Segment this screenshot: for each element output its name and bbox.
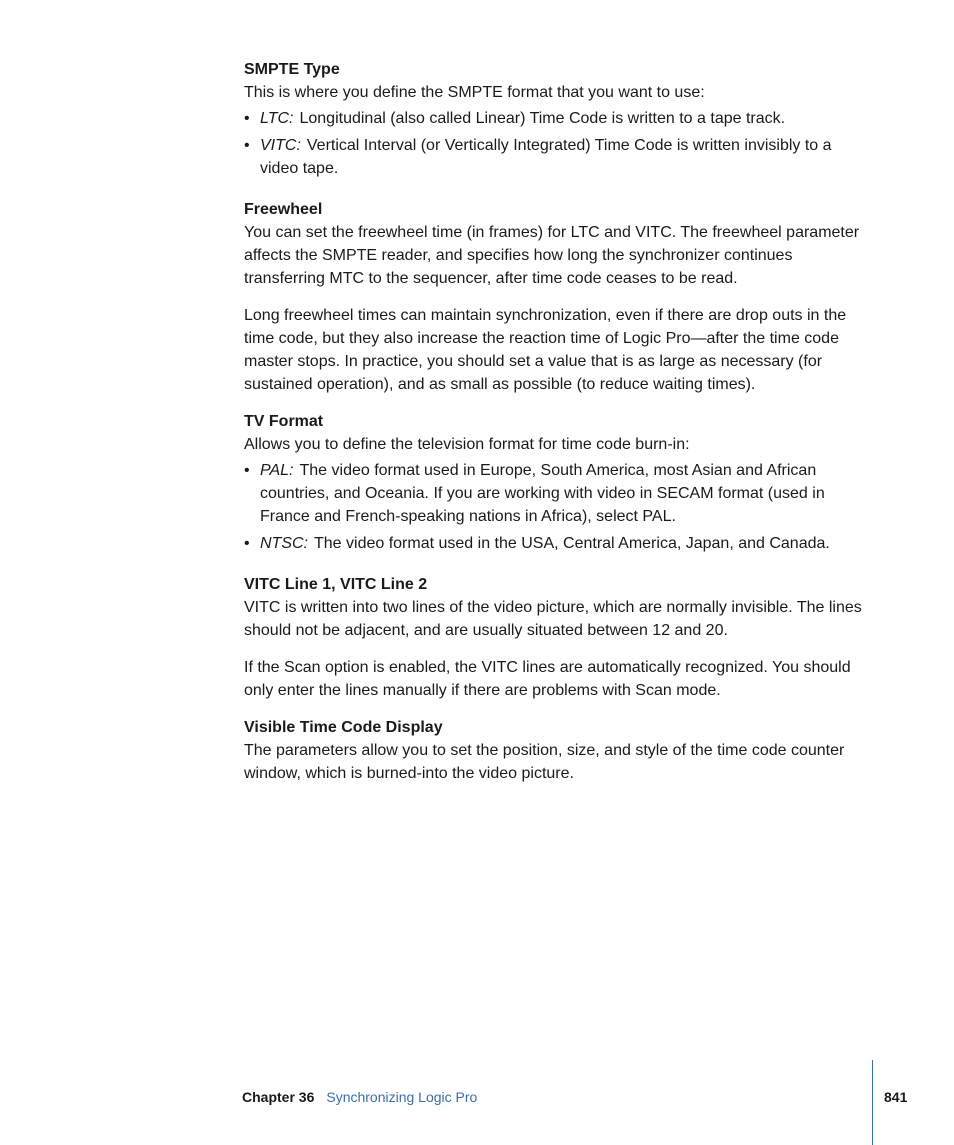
visible-time-code-paragraph: The parameters allow you to set the position, size, and style of the time code counter window, which is burned-into the video picture. <box>244 742 845 782</box>
smpte-intro: This is where you define the SMPTE format that you want to use: <box>244 84 705 101</box>
item-text: Longitudinal (also called Linear) Time Code is written to a tape track. <box>299 110 786 127</box>
freewheel-paragraph-1: You can set the freewheel time (in frames) for LTC and VITC. The freewheel parameter affects the SMPTE reader, and specifies how long the synchronizer continues transferring MTC to the sequencer, after time code ceases to be read. <box>244 224 860 287</box>
chapter-label: Chapter 36 <box>242 1089 315 1105</box>
vitc-line-paragraph-1: VITC is written into two lines of the video picture, which are normally invisible. The lines should not be adjacent, and are usually situated between 12 and 20. <box>244 599 862 639</box>
term-ntsc: NTSC: <box>260 535 308 552</box>
tv-format-list <box>244 459 874 555</box>
item-text: Vertical Interval (or Vertically Integrated) Time Code is written invisibly to a video tape. <box>260 137 832 177</box>
bullet-glyph: • <box>244 535 250 552</box>
smpte-list <box>244 107 874 180</box>
heading-vitc-line: VITC Line 1, VITC Line 2 <box>244 576 428 593</box>
term-pal: PAL: <box>260 462 294 479</box>
heading-freewheel: Freewheel <box>244 201 323 218</box>
list-item <box>244 532 874 555</box>
term-ltc: LTC: <box>260 110 294 127</box>
heading-smpte-type: SMPTE Type <box>244 61 340 78</box>
item-text: The video format used in Europe, South America, most Asian and African countries, and Oceania. If you are working with video in SECAM format (used in France and French-speaking nations in Africa), select PAL. <box>260 462 825 525</box>
heading-tv-format: TV Format <box>244 413 324 430</box>
list-item <box>244 107 874 130</box>
freewheel-paragraph-2: Long freewheel times can maintain synchronization, even if there are drop outs in the time code, but they also increase the reaction time of Logic Pro—after the time code master stops. In practice, you should set a value that is as large as necessary (for sustained operation), and as small as possible (to reduce waiting times). <box>244 307 847 393</box>
bullet-glyph: • <box>244 137 250 154</box>
page-content <box>244 58 874 785</box>
list-item <box>244 459 874 528</box>
list-item <box>244 134 874 180</box>
page-number: 841 <box>884 1089 908 1105</box>
term-vitc: VITC: <box>260 137 301 154</box>
bullet-glyph: • <box>244 462 250 479</box>
footer-divider <box>872 1060 873 1145</box>
heading-visible-time-code: Visible Time Code Display <box>244 719 443 736</box>
bullet-glyph: • <box>244 110 250 127</box>
page-footer <box>242 1087 477 1107</box>
chapter-title: Synchronizing Logic Pro <box>326 1089 478 1105</box>
vitc-line-paragraph-2: If the Scan option is enabled, the VITC lines are automatically recognized. You should only enter the lines manually if there are problems with Scan mode. <box>244 659 851 699</box>
item-text: The video format used in the USA, Central America, Japan, and Canada. <box>314 535 830 552</box>
tv-format-intro: Allows you to define the television format for time code burn-in: <box>244 436 690 453</box>
